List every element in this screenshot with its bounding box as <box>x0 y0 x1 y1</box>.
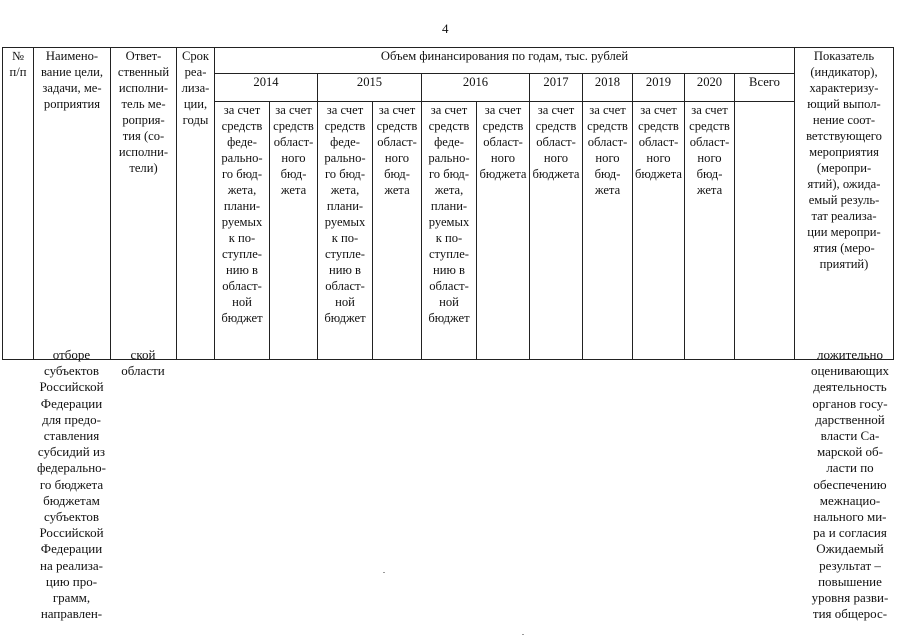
source-2020-regional: за счет средств област- ного бюд- жета <box>685 102 735 360</box>
scan-speck <box>383 572 385 573</box>
header-financing: Объем финансирования по годам, тыс. рублей <box>215 48 795 74</box>
year-2015: 2015 <box>318 74 422 102</box>
source-2016-regional: за счет средств област- ного бюджета <box>477 102 530 360</box>
year-2019: 2019 <box>633 74 685 102</box>
header-number: № п/п <box>3 48 34 360</box>
source-2015-federal: за счет средств феде- рально- го бюд- жета, плани- руемых к по- ступле- нию в област- ной бюджет <box>318 102 373 360</box>
year-2014: 2014 <box>215 74 318 102</box>
header-responsible: Ответ- ственный исполни- тель ме- роприя- тия (со- исполни- тели) <box>111 48 177 360</box>
source-2016-federal: за счет средств феде- рально- го бюд- жета, плани- руемых к по- ступле- нию в област- ной бюджет <box>422 102 477 360</box>
source-2018-regional: за счет средств област- ного бюд- жета <box>583 102 633 360</box>
source-total-empty <box>735 102 795 360</box>
source-2014-regional: за счет средств област- ного бюд- жета <box>270 102 318 360</box>
scan-speck <box>522 634 524 635</box>
year-2017: 2017 <box>530 74 583 102</box>
header-term: Срок реа- лиза- ции, годы <box>177 48 215 360</box>
header-indicator: Показатель (индикатор), характеризу- ющий выпол- нение соот- ветствующего мероприятия (меропри- ятий), ожида- емый резуль- тат реализа- ции меропри- ятия (меро- приятий) <box>795 48 894 360</box>
year-2018: 2018 <box>583 74 633 102</box>
year-total: Всего <box>735 74 795 102</box>
source-2017-regional: за счет средств област- ного бюджета <box>530 102 583 360</box>
year-2020: 2020 <box>685 74 735 102</box>
year-2016: 2016 <box>422 74 530 102</box>
financing-table-header <box>2 47 894 360</box>
body-name-text: отборе субъектов Российской Федерации для предо- ставления субсидий из федерально- го бюджета бюджетам субъектов Российской Федерации на реализа- цию про- грамм, направлен- <box>37 347 106 622</box>
source-2014-federal: за счет средств феде- рально- го бюд- жета, плани- руемых к по- ступле- нию в област- ной бюджет <box>215 102 270 360</box>
header-name: Наимено- вание цели, задачи, ме- роприятия <box>34 48 111 360</box>
page-number: 4 <box>442 21 449 36</box>
body-responsible-text: ской области <box>121 347 165 379</box>
source-2019-regional: за счет средств област- ного бюджета <box>633 102 685 360</box>
body-indicator-text: ложительно оценивающих деятельность органов госу- дарственной власти Са- марской об- ласти по обеспечению межнацио- нального ми- ра и согласия Ожидаемый результат – повышение уровня разви- тия общерос- <box>810 347 890 622</box>
source-2015-regional: за счет средств област- ного бюд- жета <box>373 102 422 360</box>
